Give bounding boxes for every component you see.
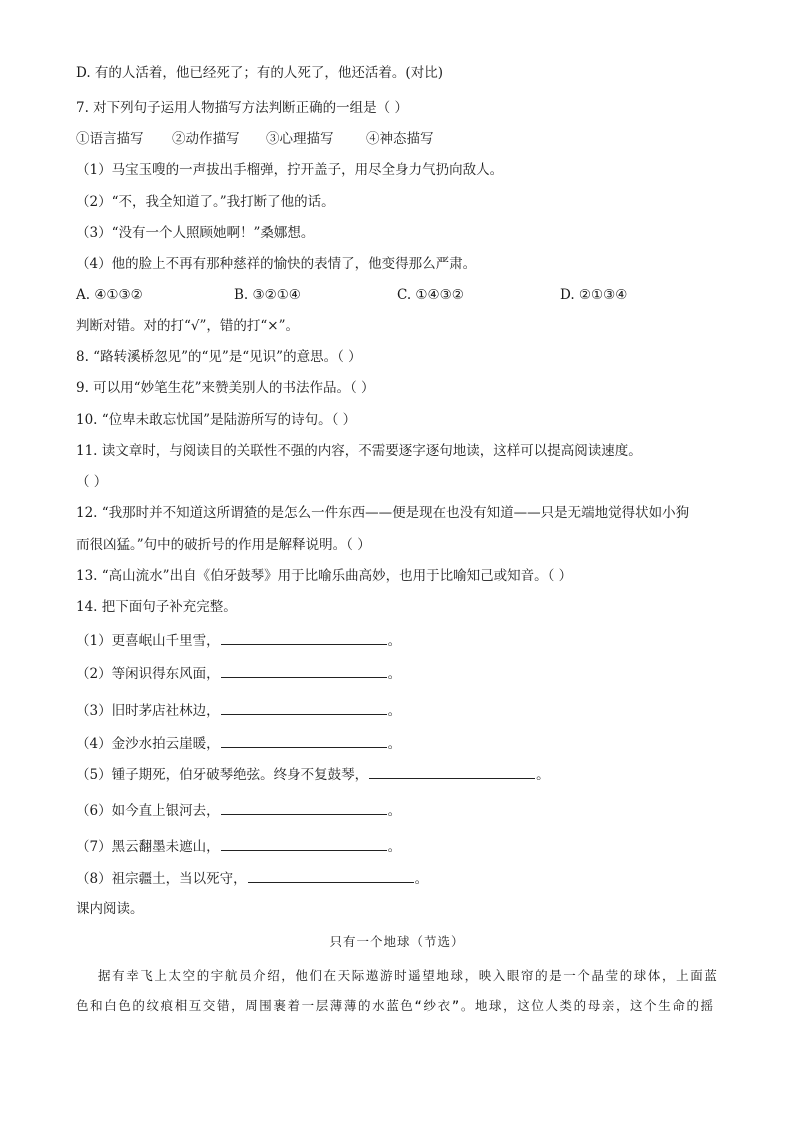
- q10: 10. “位卑未敢忘忧国”是陆游所写的诗句。（ ）: [76, 412, 357, 428]
- q11: 11. 读文章时，与阅读目的关联性不强的内容，不需要逐字逐句地读，这样可以提高阅读速度。: [76, 443, 642, 459]
- q14-item-5: （5）锺子期死，伯牙破琴绝弦。终身不复鼓琴， 。: [76, 764, 550, 785]
- q7-sentence-3: （3）“没有一个人照顾她啊！”桑娜想。: [76, 225, 315, 241]
- q14-item-4: （4）金沙水拍云崖暖， 。: [76, 733, 401, 754]
- q7-sentence-4: （4）他的脸上不再有那种慈祥的愉快的表情了，他变得那么严肃。: [76, 256, 477, 272]
- option-a: A. ④①③②: [76, 287, 143, 303]
- method-action: ②动作描写: [172, 131, 240, 147]
- q12-line-1: 12. “我那时并不知道这所谓猹的是怎么一件东西——便是现在也没有知道——只是无端地觉得状如小狗: [76, 505, 690, 521]
- q11-answer: （ ）: [76, 474, 108, 490]
- q14-item-3: （3）旧时茅店社林边， 。: [76, 700, 401, 721]
- answer-blank[interactable]: [221, 733, 387, 748]
- passage-line-2: 色和白色的纹痕相互交错，周围裹着一层薄薄的水蓝色“纱衣”。地球，这位人类的母亲，这个生命的摇: [76, 998, 715, 1013]
- q14-item-8: （8）祖宗疆土，当以死守， 。: [76, 868, 428, 889]
- q14-stem: 14. 把下面句子补充完整。: [76, 599, 237, 615]
- q7-options: [76, 285, 736, 305]
- q9: 9. 可以用“妙笔生花”来赞美别人的书法作品。（ ）: [76, 380, 375, 396]
- method-expression: ④神态描写: [366, 131, 434, 147]
- method-language: ①语言描写: [76, 131, 144, 147]
- q8: 8. “路转溪桥忽见”的“见”是“见识”的意思。（ ）: [76, 349, 362, 365]
- answer-blank[interactable]: [369, 764, 535, 779]
- q12-line-2: 而很凶猛。”句中的破折号的作用是解释说明。（ ）: [76, 537, 371, 553]
- option-d: D. ②①③④: [560, 287, 628, 303]
- answer-blank[interactable]: [221, 630, 387, 645]
- q14-item-1: （1）更喜岷山千里雪， 。: [76, 630, 401, 651]
- option-c: C. ①④③②: [397, 287, 464, 303]
- answer-blank[interactable]: [221, 700, 387, 715]
- answer-blank[interactable]: [248, 868, 414, 883]
- answer-blank[interactable]: [221, 663, 387, 678]
- q7-stem: 7. 对下列句子运用人物描写方法判断正确的一组是（ ）: [76, 100, 408, 116]
- q6-option-d: D. 有的人活着，他已经死了；有的人死了，他还活着。(对比): [76, 65, 443, 81]
- answer-blank[interactable]: [221, 836, 387, 851]
- reading-intro: 课内阅读。: [76, 901, 144, 917]
- judge-intro: 判断对错。对的打“√”，错的打“×”。: [76, 318, 300, 334]
- q7-sentence-1: （1）马宝玉嗖的一声拔出手榴弹，拧开盖子，用尽全身力气扔向敌人。: [76, 162, 504, 178]
- q7-sentence-2: （2）“不，我全知道了。”我打断了他的话。: [76, 194, 335, 210]
- method-psychology: ③心理描写: [266, 131, 334, 147]
- passage-line-1: 据有幸飞上太空的宇航员介绍，他们在天际遨游时遥望地球，映入眼帘的是一个晶莹的球体，上面蓝: [98, 968, 719, 983]
- q7-methods: [76, 129, 736, 149]
- q14-item-7: （7）黑云翻墨未遮山， 。: [76, 836, 401, 857]
- option-b: B. ③②①④: [234, 287, 301, 303]
- passage-title: 只有一个地球（节选）: [329, 934, 465, 949]
- q14-item-2: （2）等闲识得东风面， 。: [76, 663, 401, 684]
- q13: 13. “高山流水”出自《伯牙鼓琴》用于比喻乐曲高妙，也用于比喻知己或知音。（ ）: [76, 568, 573, 584]
- q14-item-6: （6）如今直上银河去， 。: [76, 800, 401, 821]
- answer-blank[interactable]: [221, 800, 387, 815]
